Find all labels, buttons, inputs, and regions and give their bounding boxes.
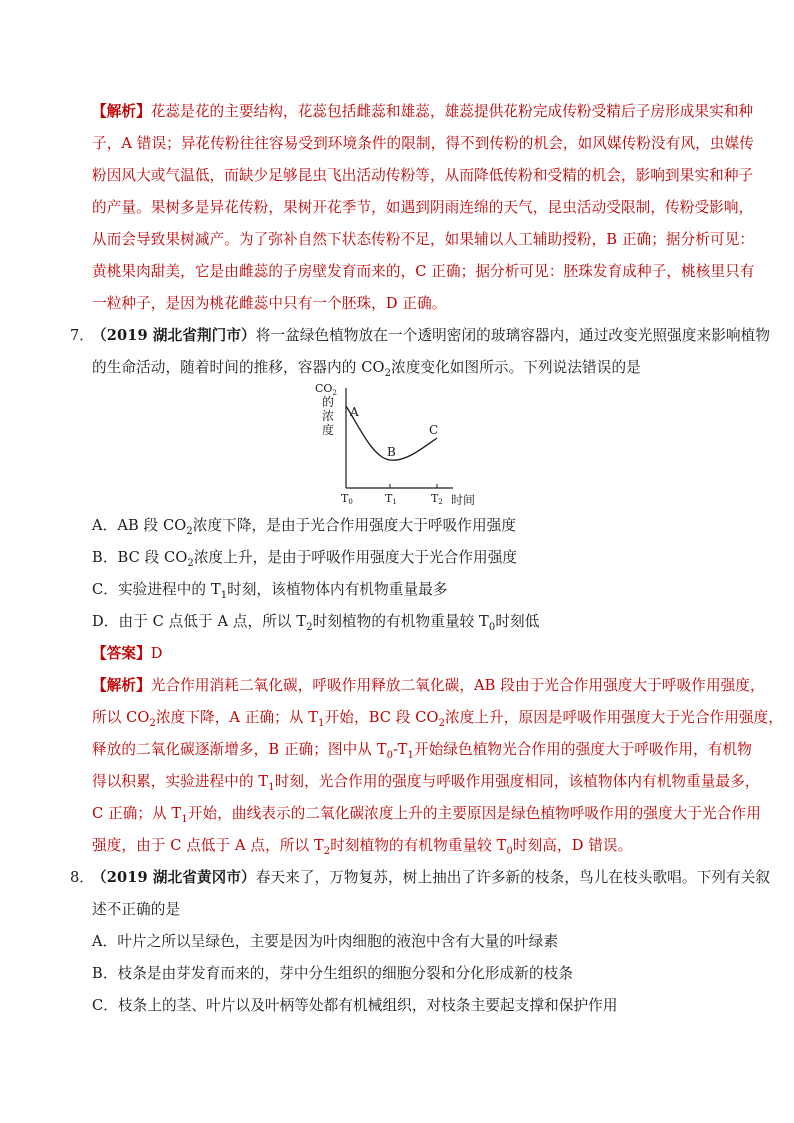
question-stem: 述不正确的是 bbox=[92, 901, 181, 918]
explanation-line: 所以 $CO_2$浓度下降，A 正确；从 $T_1$开始，BC 段 $CO_2$浓度上升，原因是呼吸作用强度大于光合作用强度， bbox=[92, 709, 783, 729]
answer-tag: 【答案】 bbox=[92, 645, 151, 662]
option-a: A．叶片之所以呈绿色，主要是因为叶肉细胞的液泡中含有大量的叶绿素 bbox=[92, 933, 559, 950]
point-label-a: A bbox=[350, 405, 359, 419]
explanation-line: C 正确；从 $T_1$开始，曲线表示的二氧化碳浓度上升的主要原因是绿色植物呼吸作用的强度大于光合作用 bbox=[92, 805, 761, 825]
explanation-tag: 【解析】 bbox=[92, 677, 151, 694]
option-b: B．BC 段 $CO_2$浓度上升，是由于呼吸作用强度大于光合作用强度 bbox=[92, 549, 518, 569]
x-tick-label: T2 bbox=[431, 492, 443, 506]
explanation-line: 【解析】光合作用消耗二氧化碳，呼吸作用释放二氧化碳，AB 段由于光合作用强度大于呼吸作用强度， bbox=[92, 677, 765, 694]
explanation-tag: 【解析】 bbox=[92, 103, 151, 120]
explanation-line: 子，A 错误；异花传粉往往容易受到环境条件的限制，得不到传粉的机会，如风媒传粉没有风，虫媒传 bbox=[92, 135, 754, 152]
question-number: 8． bbox=[70, 869, 94, 886]
option-c: C．实验进程中的 $T_1$时刻，该植物体内有机物重量最多 bbox=[92, 581, 448, 601]
explanation-line: 从而会导致果树减产。为了弥补自然下状态传粉不足，如果辅以人工辅助授粉，B 正确；据分析可见： bbox=[92, 231, 755, 248]
question-source: （2019 湖北省荆门市） bbox=[92, 327, 256, 344]
question-source: （2019 湖北省黄冈市） bbox=[92, 869, 256, 886]
co2-concentration-graph bbox=[305, 378, 495, 508]
x-axis-label: 时间 bbox=[451, 493, 476, 507]
explanation-line: 【解析】花蕊是花的主要结构，花蕊包括雌蕊和雄蕊，雄蕊提供花粉完成传粉受精后子房形成果实和种 bbox=[92, 103, 754, 120]
y-label: 浓 bbox=[322, 409, 335, 423]
question-stem: 的生命活动，随着时间的推移，容器内的 $CO_2$浓度变化如图所示。下列说法错误的是 bbox=[92, 359, 641, 379]
answer-value: D bbox=[150, 645, 163, 662]
answer-line bbox=[92, 644, 732, 664]
x-tick-label: T0 bbox=[341, 492, 353, 506]
explanation-line: 粉因风大或气温低，而缺少足够昆虫飞出活动传粉等，从而降低传粉和受精的机会，影响到果实和种子 bbox=[92, 167, 754, 184]
explanation-line: 黄桃果肉甜美，它是由雌蕊的子房壁发育而来的，C 正确；据分析可见：胚珠发育成种子，桃核里只有 bbox=[92, 263, 755, 280]
x-tick-label: T1 bbox=[385, 492, 397, 506]
explanation-line: 强度，由于 C 点低于 A 点，所以 $T_2$时刻植物的有机物重量较 $T_0$时刻高，D 错误。 bbox=[92, 837, 633, 857]
point-label-b: B bbox=[387, 445, 396, 459]
explanation-line: 释放的二氧化碳逐渐增多，B 正确；图中从 $T_0-T_1$开始绿色植物光合作用的强度大于呼吸作用，有机物 bbox=[92, 741, 752, 761]
question-number: 7． bbox=[70, 327, 94, 344]
y-label: 的 bbox=[322, 395, 335, 409]
y-label: 度 bbox=[322, 423, 335, 437]
question-stem: （2019 湖北省黄冈市）春天来了，万物复苏，树上抽出了许多新的枝条，鸟儿在枝头歌唱。下列有关叙 bbox=[92, 869, 771, 886]
explanation-line: 的产量。果树多是异花传粉，果树开花季节，如遇到阴雨连绵的天气，昆虫活动受限制，传粉受影响， bbox=[92, 199, 754, 216]
y-label-co2: $CO_2$ bbox=[315, 382, 337, 397]
option-a: A．AB 段 $CO_2$浓度下降，是由于光合作用强度大于呼吸作用强度 bbox=[92, 517, 517, 537]
option-c: C．枝条上的茎、叶片以及叶柄等处都有机械组织，对枝条主要起支撑和保护作用 bbox=[92, 997, 618, 1014]
explanation-line: 一粒种子，是因为桃花雌蕊中只有一个胚珠，D 正确。 bbox=[92, 295, 447, 312]
question-stem: （2019 湖北省荆门市）将一盆绿色植物放在一个透明密闭的玻璃容器内，通过改变光照强度来影响植物 bbox=[92, 327, 771, 344]
option-b: B．枝条是由芽发育而来的，芽中分生组织的细胞分裂和分化形成新的枝条 bbox=[92, 965, 574, 982]
point-label-c: C bbox=[429, 423, 439, 437]
explanation-line: 得以积累，实验进程中的 $T_1$时刻，光合作用的强度与呼吸作用强度相同，该植物体内有机物重量最多， bbox=[92, 773, 760, 793]
option-d: D．由于 C 点低于 A 点，所以 $T_2$时刻植物的有机物重量较 $T_0$时刻低 bbox=[92, 613, 540, 633]
